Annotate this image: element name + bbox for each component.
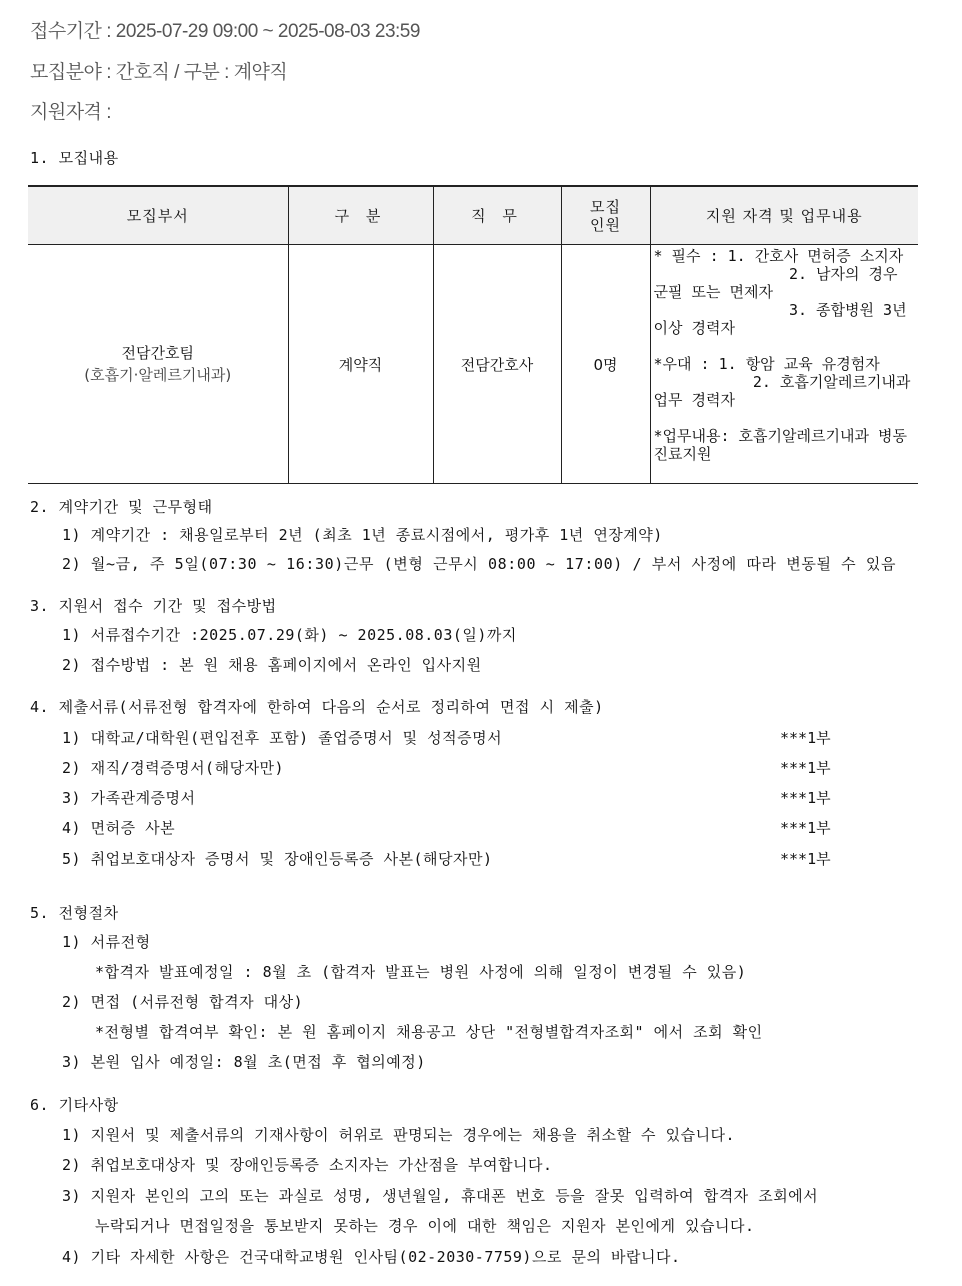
table-row	[28, 245, 918, 484]
notice-item: 3) 지원자 본인의 고의 또는 과실로 성명, 생년월일, 휴대폰 번호 등을 잘못 입력하여 합격자 조회에서	[62, 1187, 819, 1205]
process-step: 2) 면접 (서류전형 합격자 대상)	[62, 993, 304, 1011]
quals-cell: * 필수 : 1. 간호사 면허증 소지자 2. 남자의 경우 군필 또는 면제자 3. 종합병원 3년 이상 경력자 *우대 : 1. 항암 교육 유경험자 2. 호흡기알레르기내과 업무 경력자 *업무내용: 호흡기알레르기내과 병동 진료지원	[650, 245, 918, 484]
list-item: 1) 서류접수기간 :2025.07.29(화) ~ 2025.08.03(일)까지	[62, 626, 517, 644]
recruit-table	[28, 185, 918, 484]
dept-subname: (호흡기·알레르기내과)	[84, 366, 232, 384]
process-step: 3) 본원 입사 예정일: 8월 초(면접 후 협의예정)	[62, 1053, 426, 1071]
process-note: *합격자 발표예정일 : 8월 초 (합격자 발표는 병원 사정에 의해 일정이 변경될 수 있음)	[95, 963, 747, 981]
document-item: 1) 대학교/대학원(편입전후 포함) 졸업증명서 및 성적증명서	[62, 729, 503, 747]
duty-cell: 전담간호사	[433, 245, 561, 484]
section-6-title: 6. 기타사항	[30, 1096, 119, 1114]
notice-item: 1) 지원서 및 제출서류의 기재사항이 허위로 판명되는 경우에는 채용을 취소할 수 있습니다.	[62, 1126, 736, 1144]
col-duty: 직 무	[433, 186, 561, 245]
col-count: 모집 인원	[561, 186, 650, 245]
dept-name: 전담간호팀	[121, 344, 194, 362]
document-item: 5) 취업보호대상자 증명서 및 장애인등록증 사본(해당자만)	[62, 850, 493, 868]
section-2-title: 2. 계약기간 및 근무형태	[30, 498, 213, 516]
application-period: 접수기간 : 2025-07-29 09:00 ~ 2025-08-03 23:59	[30, 21, 420, 42]
document-copies: ***1부	[780, 819, 831, 837]
type-cell: 계약직	[288, 245, 433, 484]
notice-item: 2) 취업보호대상자 및 장애인등록증 소지자는 가산점을 부여합니다.	[62, 1156, 553, 1174]
document-copies: ***1부	[780, 729, 831, 747]
document-copies: ***1부	[780, 850, 831, 868]
table-header-row	[28, 186, 918, 245]
document-copies: ***1부	[780, 759, 831, 777]
col-type: 구 분	[288, 186, 433, 245]
section-4-title: 4. 제출서류(서류전형 합격자에 한하여 다음의 순서로 정리하여 면접 시 제출)	[30, 698, 604, 716]
recruit-field: 모집분야 : 간호직 / 구분 : 계약직	[30, 62, 288, 83]
document-item: 4) 면허증 사본	[62, 819, 176, 837]
document-item: 2) 재직/경력증명서(해당자만)	[62, 759, 285, 777]
document-item: 3) 가족관계증명서	[62, 789, 196, 807]
qualification-label: 지원자격 :	[30, 102, 111, 123]
document-copies: ***1부	[780, 789, 831, 807]
col-quals: 지원 자격 및 업무내용	[650, 186, 918, 245]
notice-item: 4) 기타 자세한 사항은 건국대학교병원 인사팀(02-2030-7759)으로 문의 바랍니다.	[62, 1248, 681, 1266]
col-dept: 모집부서	[28, 186, 288, 245]
list-item: 1) 계약기간 : 채용일로부터 2년 (최초 1년 종료시점에서, 평가후 1년 연장계약)	[62, 526, 663, 544]
section-5-title: 5. 전형절차	[30, 904, 119, 922]
list-item: 2) 월~금, 주 5일(07:30 ~ 16:30)근무 (변형 근무시 08:00 ~ 17:00) / 부서 사정에 따라 변동될 수 있음	[62, 555, 897, 573]
process-note: *전형별 합격여부 확인: 본 원 홈페이지 채용공고 상단 "전형별합격자조회" 에서 조회 확인	[95, 1023, 763, 1041]
count-cell: 0명	[561, 245, 650, 484]
list-item: 2) 접수방법 : 본 원 채용 홈페이지에서 온라인 입사지원	[62, 656, 482, 674]
process-step: 1) 서류전형	[62, 933, 151, 951]
dept-cell	[28, 245, 288, 484]
section-1-title: 1. 모집내용	[30, 149, 119, 167]
section-3-title: 3. 지원서 접수 기간 및 접수방법	[30, 597, 277, 615]
notice-item-continued: 누락되거나 면접일정을 통보받지 못하는 경우 이에 대한 책임은 지원자 본인에게 있습니다.	[95, 1217, 755, 1235]
